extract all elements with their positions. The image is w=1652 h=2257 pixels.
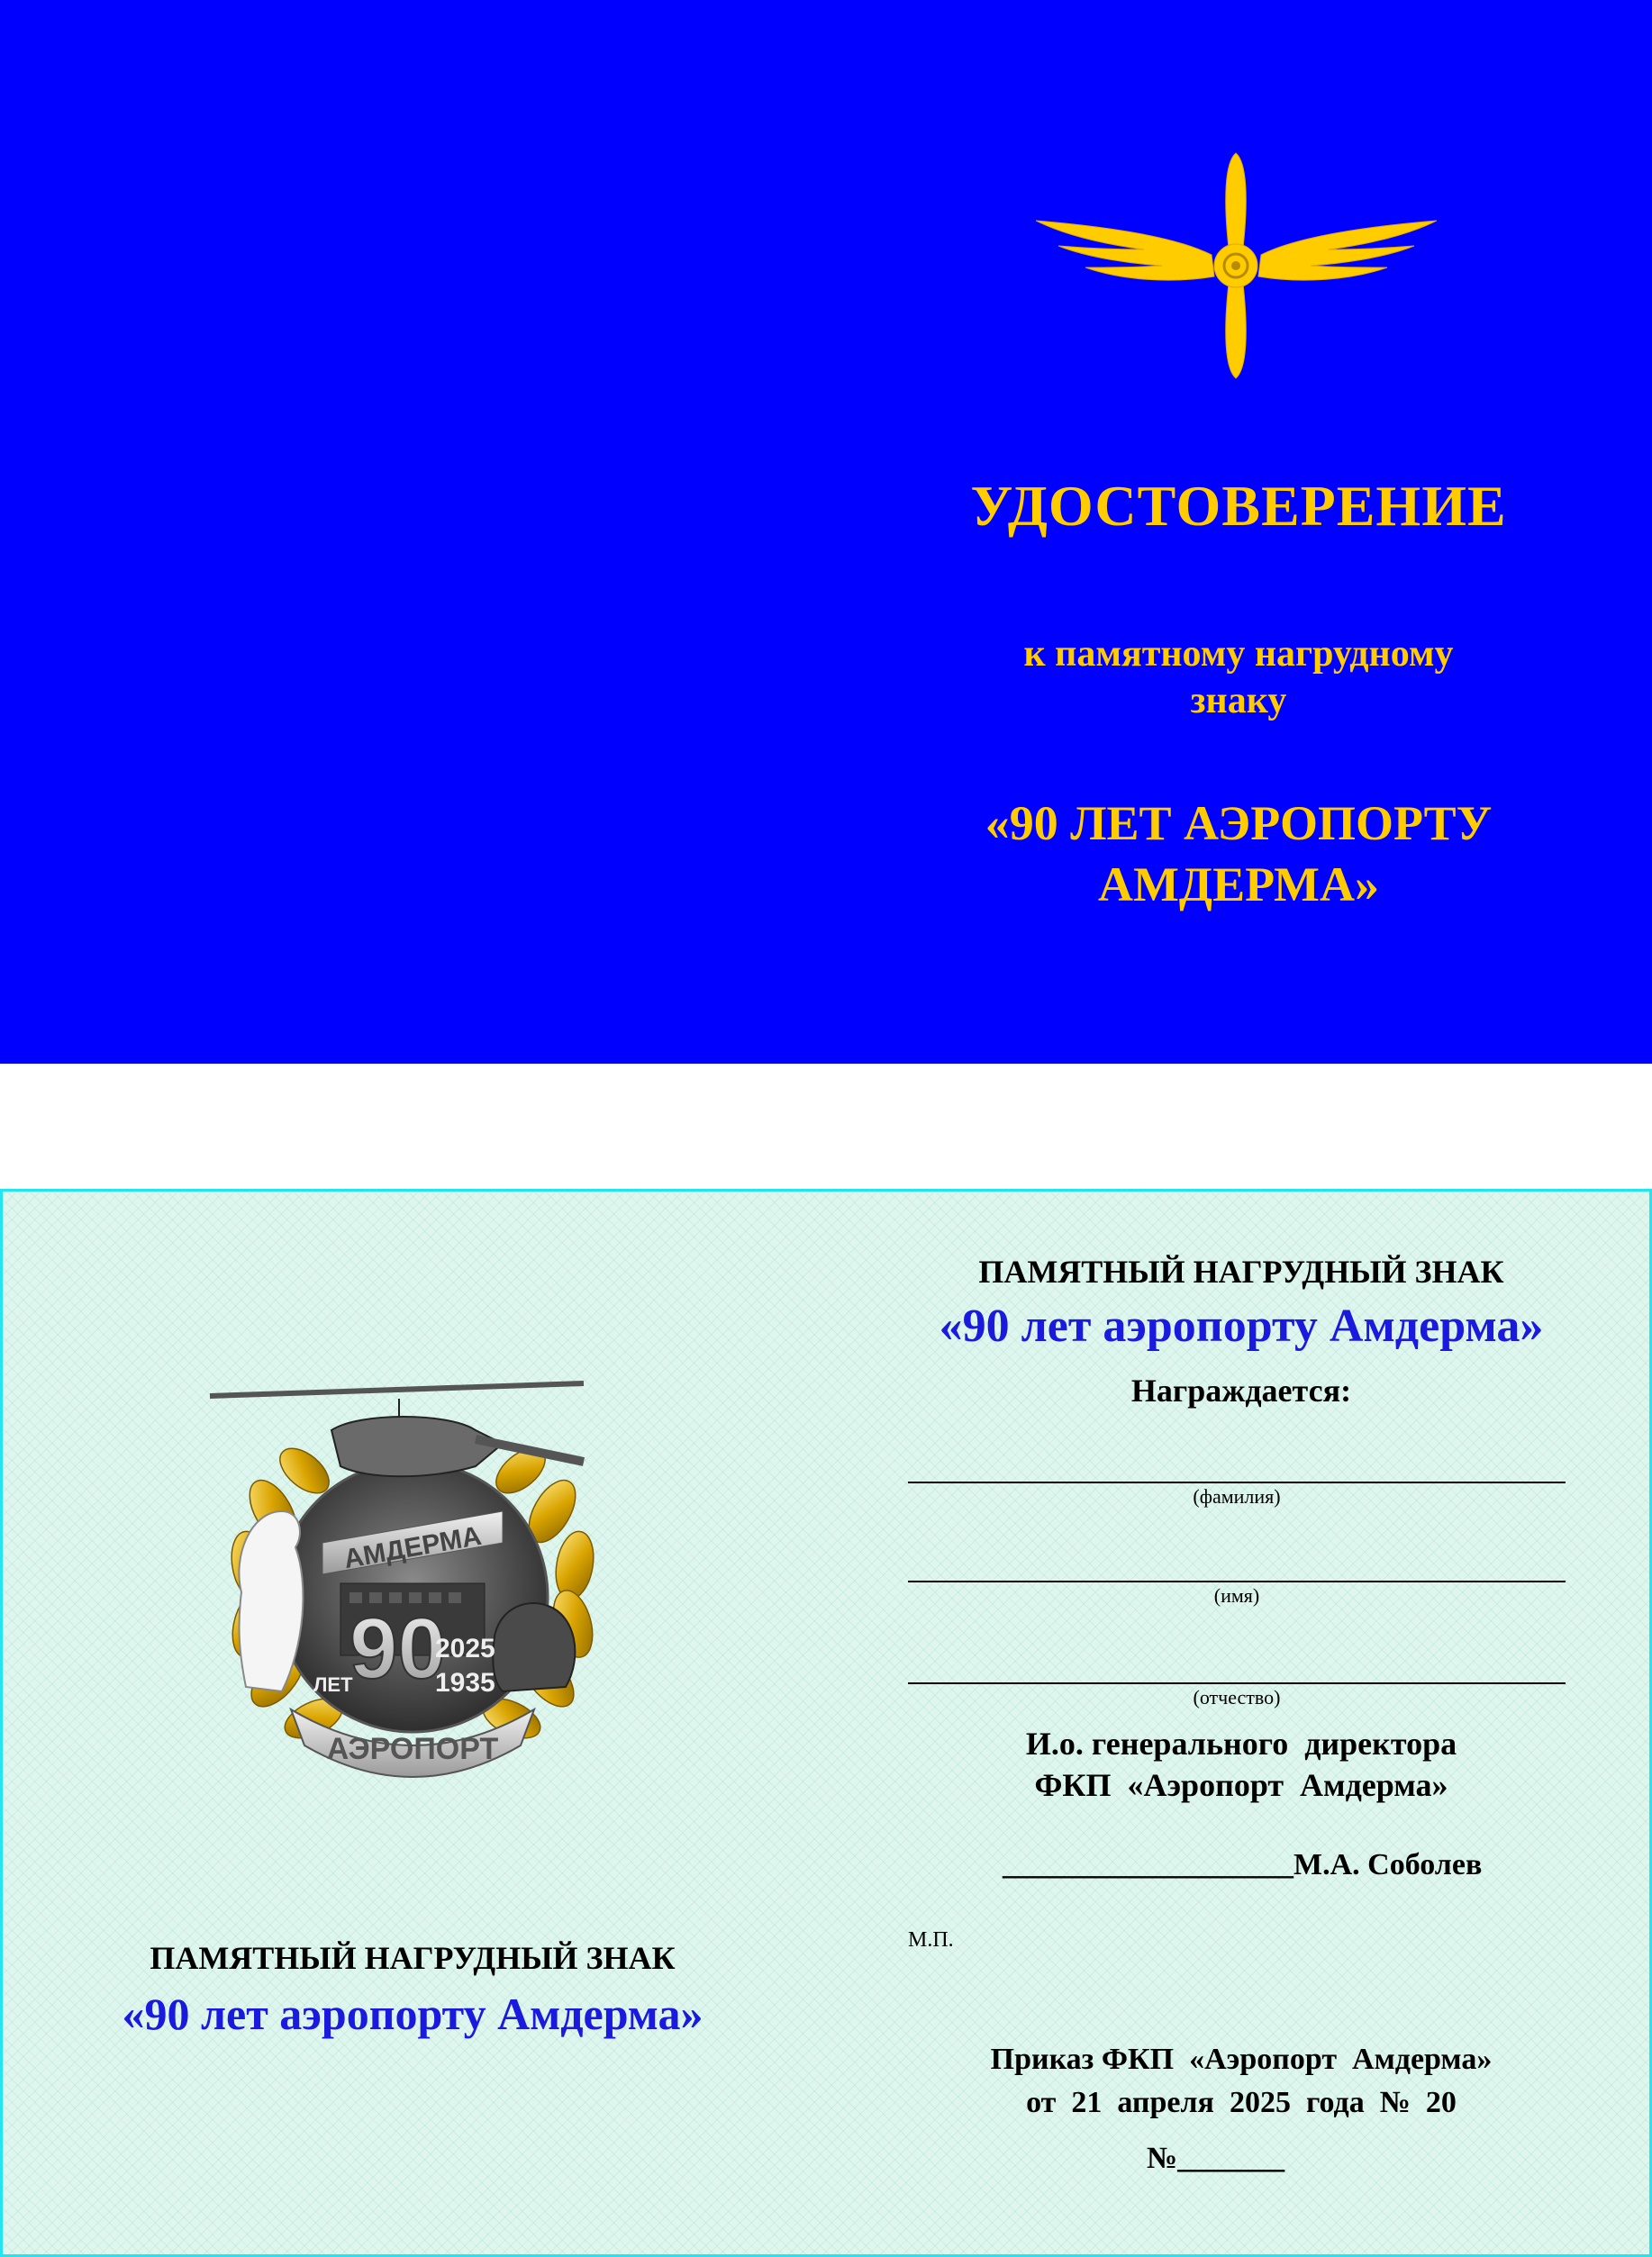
director-title: И.о. генерального директора ФКП «Аэропорт Амдерма» bbox=[1025, 1726, 1457, 1803]
badge-town-text: АМДЕРМА bbox=[341, 1520, 484, 1575]
awarded-label: Награждается: bbox=[1130, 1373, 1352, 1409]
certificate-cover bbox=[0, 0, 1652, 1064]
patronymic-hint: (отчество) bbox=[1193, 1686, 1281, 1709]
certificate-number-field[interactable]: №_______ bbox=[1147, 2142, 1285, 2175]
left-page-title: ПАМЯТНЫЙ НАГРУДНЫЙ ЗНАК bbox=[150, 1940, 676, 1976]
order-reference: Приказ ФКП «Аэропорт Амдерма» от 21 апреля 2025 года № 20 bbox=[990, 2043, 1493, 2119]
patronymic-field-line[interactable] bbox=[908, 1682, 1566, 1684]
badge-year-end: 2025 bbox=[435, 1634, 495, 1663]
badge-year-start: 1935 bbox=[435, 1668, 495, 1698]
cover-badge-name-line: АМДЕРМА» bbox=[1097, 857, 1380, 911]
badge-ribbon-text: АЭРОПОРТ bbox=[326, 1732, 499, 1766]
certificate-inner-spread bbox=[0, 1189, 1652, 2257]
badge-years-number: 90 bbox=[349, 1600, 446, 1697]
cover-badge-name-line: «90 ЛЕТ АЭРОПОРТУ bbox=[985, 796, 1493, 850]
cover-title: УДОСТОВЕРЕНИЕ bbox=[970, 474, 1507, 538]
badge-years-word: ЛЕТ bbox=[313, 1673, 353, 1696]
director-signature-line: ___________________М.А. Соболев bbox=[1003, 1848, 1483, 1881]
cover-subtitle-line: к памятному нагрудному bbox=[1023, 633, 1454, 675]
cover-badge-name bbox=[901, 793, 1576, 915]
commemorative-badge-icon bbox=[205, 1376, 620, 1790]
first-name-hint: (имя) bbox=[1213, 1584, 1260, 1607]
cover-subtitle-line: знаку bbox=[1190, 680, 1287, 721]
winged-propeller-icon bbox=[1036, 149, 1437, 383]
right-page-badge-name: «90 лет аэропорту Амдерма» bbox=[939, 1301, 1544, 1352]
surname-field-line[interactable] bbox=[908, 1482, 1566, 1483]
surname-hint: (фамилия) bbox=[1193, 1485, 1281, 1508]
right-page-title: ПАМЯТНЫЙ НАГРУДНЫЙ ЗНАК bbox=[978, 1254, 1504, 1290]
first-name-field-line[interactable] bbox=[908, 1581, 1566, 1582]
left-page-badge-name: «90 лет аэропорту Амдерма» bbox=[122, 1989, 703, 2039]
stamp-place-label: М.П. bbox=[908, 1928, 954, 1952]
cover-subtitle bbox=[901, 630, 1576, 724]
